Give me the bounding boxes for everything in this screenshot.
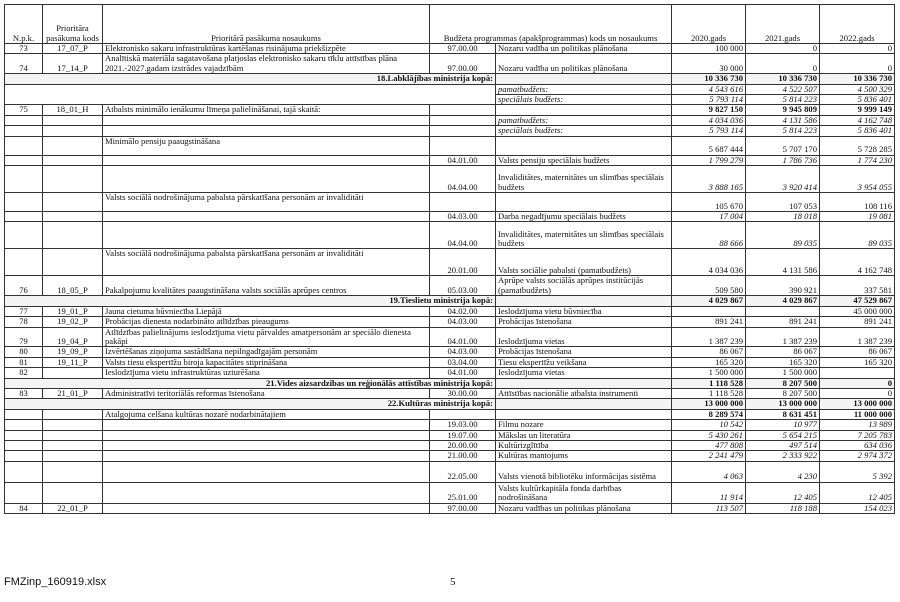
row-code: 97.00.00 [430,503,496,513]
row-v2022: 2 974 372 [820,451,895,461]
table-row [5,409,895,419]
col-kods: Prioritāra pasākuma kods [43,5,103,44]
subtotal-v2021: 4 522 507 [746,84,820,94]
row-v2020: 5 430 261 [672,430,746,440]
row-v2020: 88 666 [672,222,746,249]
row-v2020: 1 387 239 [672,327,746,347]
col-2020: 2020.gads [672,5,746,44]
row-v2020: 5 687 444 [672,136,746,155]
row-prog: Probācijas īstenošana [496,347,672,357]
row-v2022 [820,368,895,378]
row-name: Atlīdzības palielinājums ieslodzījuma vietu pārvaldes amatpersonām ar speciālo dienesta pakāpi [103,327,430,347]
total-v2021: 8 207 500 [746,378,820,388]
row-prog: Ieslodzījuma vietas [496,368,672,378]
table-row [5,357,895,367]
row-v2022: 108 116 [820,193,895,212]
subtotal-label: speciālais budžets: [496,126,672,136]
row-kods: 21_01_P [43,388,103,398]
row-kods: 19_02_P [43,317,103,327]
row-v2022: 891 241 [820,317,895,327]
subtotal-v2022: 4 500 329 [820,84,895,94]
table-row [5,155,895,165]
row-npk: 77 [5,306,43,316]
row-prog: Kultūrizglītība [496,440,672,450]
row-v2022: 154 023 [820,503,895,513]
row-prog: Valsts pensiju speciālais budžets [496,155,672,165]
subtotal-v2022: 5 836 401 [820,95,895,105]
row-v2021: 86 067 [746,347,820,357]
table-row [5,482,895,503]
row-v2020: 4 034 036 [672,249,746,276]
row-v2021: 118 188 [746,503,820,513]
table-row [5,503,895,513]
row-kods: 18_05_P [43,276,103,296]
row-kods: 19_01_P [43,306,103,316]
row-name: Elektronisko sakaru infrastruktūras kartēšanas risinājuma priekšizpēte [103,44,430,54]
table-row [5,136,895,155]
total-v2021: 10 336 730 [746,74,820,84]
row-v2022: 634 036 [820,440,895,450]
row-prog: Invaliditātes, maternitātes un slimības speciālais budžets [496,222,672,249]
table-row [5,368,895,378]
row-npk: 75 [5,105,43,115]
footer-filename: FMZinp_160919.xlsx [4,576,107,588]
row-prog: Nozaru vadība un politikas plānošana [496,44,672,54]
row-v2021: 9 945 809 [746,105,820,115]
ministry-total-label: 18.Labklājības ministrija kopā: [5,74,496,84]
row-v2020: 11 914 [672,482,746,503]
row-code: 05.03.00 [430,276,496,296]
row-kods: 19_09_P [43,347,103,357]
row-prog: Aprūpe valsts sociālās aprūpes institūcijās (pamatbudžets) [496,276,672,296]
row-v2020: 10 542 [672,420,746,430]
table-row [5,430,895,440]
row-prog: Ieslodzījuma vietu būvniecība [496,306,672,316]
row-code: 21.00.00 [430,451,496,461]
row-name: Valsts sociālā nodrošinājuma pabalsta pārskatīšana personām ar invaliditāti [103,193,430,212]
row-prog: Attīstības nacionālie atbalsta instrumenti [496,388,672,398]
row-v2020: 9 827 150 [672,105,746,115]
page-number: 5 [450,576,456,588]
row-prog: Kultūras mantojums [496,451,672,461]
row-kods [43,368,103,378]
row-v2022: 7 205 783 [820,430,895,440]
col-2021: 2021.gads [746,5,820,44]
total-v2022: 10 336 730 [820,74,895,84]
row-v2021: 4 131 586 [746,249,820,276]
row-prog: Darba negadījumu speciālais budžets [496,212,672,222]
row-npk: 78 [5,317,43,327]
table-row [5,306,895,316]
row-v2020: 17 004 [672,212,746,222]
row-name: Izvērtēšanas ziņojuma sastādīšana nepilngadīgajām personām [103,347,430,357]
row-v2022: 3 954 055 [820,166,895,193]
row-npk: 83 [5,388,43,398]
table-row [5,193,895,212]
row-v2021: 165 320 [746,357,820,367]
row-v2021: 5 707 170 [746,136,820,155]
total-v2021: 4 029 867 [746,296,820,306]
table-row [5,222,895,249]
row-npk: 76 [5,276,43,296]
row-v2022: 89 035 [820,222,895,249]
row-npk: 73 [5,44,43,54]
subtotal-v2020: 5 793 114 [672,95,746,105]
row-v2021: 3 920 414 [746,166,820,193]
ministry-total-label: 21.Vides aizsardzības un reģionālās attīstības ministrija kopā: [5,378,496,388]
row-code: 04.04.00 [430,222,496,249]
subtotal-v2021: 4 131 586 [746,115,820,125]
row-v2022: 165 320 [820,357,895,367]
subtotal-label: speciālais budžets: [496,95,672,105]
row-npk: 79 [5,327,43,347]
total-v2020: 10 336 730 [672,74,746,84]
row-prog: Mākslas un literatūra [496,430,672,440]
row-name: Ieslodzījuma vietu infrastruktūras uzturēšana [103,368,430,378]
row-code: 04.04.00 [430,166,496,193]
subtotal-v2021: 5 814 223 [746,126,820,136]
row-kods: 22_01_P [43,503,103,513]
row-name: Valsts tiesu ekspertīžu biroja kapacitātes stiprināšana [103,357,430,367]
row-v2022: 9 999 149 [820,105,895,115]
row-code: 25.01.00 [430,482,496,503]
row-v2020: 113 507 [672,503,746,513]
row-v2022: 0 [820,388,895,398]
row-v2022: 0 [820,54,895,74]
row-name: Analītiskā materiāla sagatavošana platjoslas elektronisko sakaru tīklu attīstības plāna 2021.-2027.gadam izstrādes vajadzībām [103,54,430,74]
row-v2020: 30 000 [672,54,746,74]
row-v2022: 0 [820,44,895,54]
col-2022: 2022.gads [820,5,895,44]
total-v2020: 4 029 867 [672,296,746,306]
row-code: 20.01.00 [430,249,496,276]
row-v2021: 1 500 000 [746,368,820,378]
row-v2021: 12 405 [746,482,820,503]
table-row [5,451,895,461]
row-code: 04.02.00 [430,306,496,316]
row-v2021: 0 [746,54,820,74]
row-kods: 19_04_P [43,327,103,347]
row-v2020: 509 580 [672,276,746,296]
row-name: Pakalpojumu kvalitātes paaugstināšana valsts sociālās aprūpes centros [103,276,430,296]
row-v2022: 13 989 [820,420,895,430]
row-v2021: 390 921 [746,276,820,296]
col-budzets: Budžeta programmas (apakšprogrammas) kods un nosaukums [430,5,672,44]
row-prog: Ieslodzījuma vietas [496,327,672,347]
row-v2021: 2 333 922 [746,451,820,461]
row-kods: 17_07_P [43,44,103,54]
row-v2022: 19 081 [820,212,895,222]
total-v2022: 0 [820,378,895,388]
row-code: 04.01.00 [430,368,496,378]
row-v2021: 891 241 [746,317,820,327]
row-v2022: 86 067 [820,347,895,357]
table-row [5,166,895,193]
row-name: Jauna cietuma būvniecība Liepājā [103,306,430,316]
ministry-total-row [5,378,895,388]
row-npk: 80 [5,347,43,357]
subtotal-v2022: 4 162 748 [820,115,895,125]
row-v2022: 11 000 000 [820,409,895,419]
header-row [5,5,895,44]
row-v2021 [746,306,820,316]
ministry-total-label: 22.Kultūras ministrija kopā: [5,399,496,409]
row-npk: 82 [5,368,43,378]
total-v2020: 13 000 000 [672,399,746,409]
table-row [5,105,895,115]
table-row [5,327,895,347]
subtotal-label: pamatbudžets: [496,115,672,125]
ministry-total-row [5,399,895,409]
row-code: 22.05.00 [430,461,496,482]
row-prog: Nozaru vadības un politikas plānošana [496,503,672,513]
row-code: 97.00.00 [430,54,496,74]
row-code: 30.00.00 [430,388,496,398]
row-kods: 19_11_P [43,357,103,367]
row-v2020: 891 241 [672,317,746,327]
table-row [5,461,895,482]
row-code: 03.04.00 [430,357,496,367]
ministry-total-label: 19.Tieslietu ministrija kopā: [5,296,496,306]
row-v2020: 3 888 165 [672,166,746,193]
row-v2021: 8 207 500 [746,388,820,398]
row-prog: Nozaru vadība un politikas plānošana [496,54,672,74]
subtotal-row [5,115,895,125]
table-row [5,420,895,430]
table-row [5,317,895,327]
row-v2020: 4 063 [672,461,746,482]
row-code: 04.03.00 [430,212,496,222]
row-v2021: 18 018 [746,212,820,222]
budget-table [4,4,895,514]
row-npk: 84 [5,503,43,513]
row-v2020: 165 320 [672,357,746,367]
row-prog: Valsts vienotā bibliotēku informācijas sistēma [496,461,672,482]
col-npk: N.p.k. [5,5,43,44]
row-npk: 81 [5,357,43,367]
row-v2021: 1 786 736 [746,155,820,165]
table-row [5,388,895,398]
row-v2020: 1 799 279 [672,155,746,165]
row-v2021: 89 035 [746,222,820,249]
subtotal-row [5,84,895,94]
row-prog: Tiesu ekspertīžu veikšana [496,357,672,367]
row-v2020: 1 118 528 [672,388,746,398]
col-nosaukums: Prioritārā pasākuma nosaukums [103,5,430,44]
row-v2021: 8 631 451 [746,409,820,419]
row-v2021: 0 [746,44,820,54]
subtotal-v2020: 4 034 036 [672,115,746,125]
row-name: Valsts sociālā nodrošinājuma pabalsta pārskatīšana personām ar invaliditāti [103,249,430,276]
row-code: 04.01.00 [430,155,496,165]
row-npk: 74 [5,54,43,74]
row-v2020: 1 500 000 [672,368,746,378]
table-row [5,440,895,450]
table-row [5,249,895,276]
subtotal-v2020: 4 543 616 [672,84,746,94]
total-v2022: 47 529 867 [820,296,895,306]
row-name: Administratīvi teritoriālās reformas īstenošana [103,388,430,398]
row-v2022: 4 162 748 [820,249,895,276]
row-v2022: 337 581 [820,276,895,296]
subtotal-v2020: 5 793 114 [672,126,746,136]
subtotal-row [5,126,895,136]
subtotal-v2021: 5 814 223 [746,95,820,105]
row-kods: 17_14_P [43,54,103,74]
row-v2022: 45 000 000 [820,306,895,316]
total-v2021: 13 000 000 [746,399,820,409]
row-v2022: 5 728 285 [820,136,895,155]
row-code: 04.03.00 [430,317,496,327]
row-v2020: 8 289 574 [672,409,746,419]
row-prog: Valsts kultūrkapitāla fonda darbības nodrošināšana [496,482,672,503]
row-prog: Filmu nozare [496,420,672,430]
row-prog: Probācijas īstenošana [496,317,672,327]
row-v2022: 1 387 239 [820,327,895,347]
table-row [5,276,895,296]
row-v2021: 1 387 239 [746,327,820,347]
row-prog: Invaliditātes, maternitātes un slimības speciālais budžets [496,166,672,193]
row-v2022: 5 392 [820,461,895,482]
row-v2020 [672,306,746,316]
row-v2021: 4 230 [746,461,820,482]
row-kods: 18_01_H [43,105,103,115]
row-prog: Valsts sociālie pabalsti (pamatbudžets) [496,249,672,276]
table-row [5,347,895,357]
total-v2022: 13 000 000 [820,399,895,409]
row-v2021: 497 514 [746,440,820,450]
subtotal-label: pamatbudžets: [496,84,672,94]
table-row [5,212,895,222]
row-v2020: 477 808 [672,440,746,450]
row-code: 04.03.00 [430,347,496,357]
row-v2021: 10 977 [746,420,820,430]
row-v2021: 107 053 [746,193,820,212]
row-name: Atbalsts minimālo ienākumu līmeņa palielināšanai, tajā skaitā: [103,105,430,115]
row-code: 19.03.00 [430,420,496,430]
ministry-total-row [5,74,895,84]
row-code: 04.01.00 [430,327,496,347]
table-row [5,54,895,74]
row-v2020: 86 067 [672,347,746,357]
row-code: 19.07.00 [430,430,496,440]
row-name: Atalgojuma celšana kultūras nozarē nodarbinātajiem [103,409,430,419]
row-v2020: 100 000 [672,44,746,54]
subtotal-row [5,95,895,105]
row-v2020: 2 241 479 [672,451,746,461]
table-row [5,44,895,54]
row-v2020: 105 670 [672,193,746,212]
row-name: Probācijas dienesta nodarbināto atlīdzības pieaugums [103,317,430,327]
subtotal-v2022: 5 836 401 [820,126,895,136]
row-v2021: 5 654 215 [746,430,820,440]
row-code: 97.00.00 [430,44,496,54]
row-v2022: 12 405 [820,482,895,503]
total-v2020: 1 118 528 [672,378,746,388]
row-code: 20.00.00 [430,440,496,450]
row-v2022: 1 774 230 [820,155,895,165]
ministry-total-row [5,296,895,306]
row-name: Minimālo pensiju paaugstināšana [103,136,430,155]
